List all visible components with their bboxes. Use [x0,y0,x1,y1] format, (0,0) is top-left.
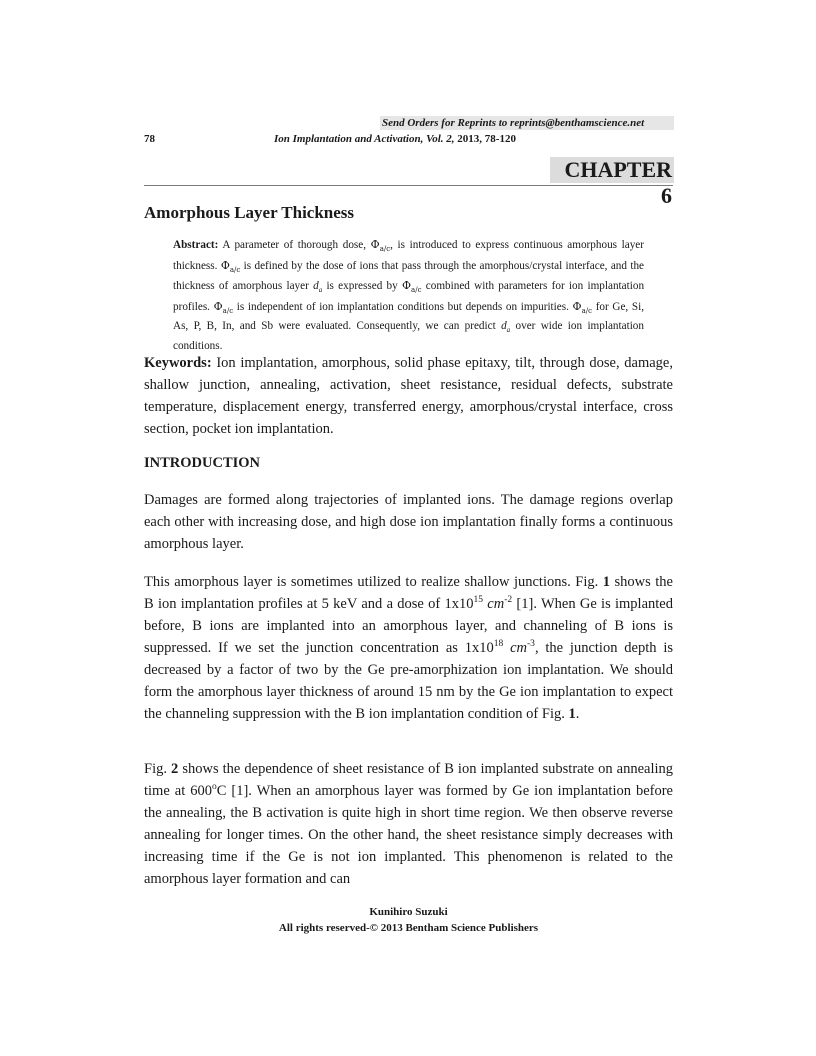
phi-symbol: $\Phi_{a/c}$ [220,258,241,274]
paragraph-3: Fig. 2 shows the dependence of sheet resistance of B ion implanted substrate on annealing time at 600$^o$C [1]. When an amorphous layer was formed by Ge ion implantation before the annealing, the B activation is quite high in short time region. We then observe reverse annealing for longer times. On the other hand, the sheet resistance simply decreases with increasing time if the Ge is not ion implanted. This phenomenon is related to the amorphous layer formation and can [144,761,674,887]
journal-name: Ion Implantation and Activation, Vol. 2, [274,133,455,145]
abstract-text: , is introduced to express continuous amorphous layer thickness. [173,239,644,272]
abstract-label: Abstract: [173,239,219,251]
abstract-text: combined with parameters for ion implantation profiles. [173,280,645,313]
abstract-text: is defined by the dose of ions that pass through the amorphous/crystal interface, and the thickness of amorphous layer [173,259,645,293]
reprint-notice: Send Orders for Reprints to reprints@benthamscience.net [380,116,674,130]
abstract-text: A parameter of thorough dose, [222,239,367,251]
footer-author: Kunihiro Suzuki [369,906,448,918]
journal-year-pages: 2013, 78-120 [457,133,516,145]
da-symbol: $d_a$ [313,280,323,295]
journal-citation [274,133,516,145]
figure-ref: 2 [171,761,179,777]
abstract-text: for Ge, Si, As, P, B, In, and Sb were evaluated. Consequently, we can predict [173,300,645,333]
header-divider [144,185,673,186]
chapter-label: CHAPTER 6 [550,157,674,183]
keywords-text: Ion implantation, amorphous, solid phase epitaxy, tilt, through dose, damage, shallow junction, annealing, activation, sheet resistance, residual defects, substrate temperature, displacement energy, transferred energy, amorphous/crystal interface, cross section, pocket ion implantation. [144,355,673,437]
da-symbol: $d_a$ [501,320,511,335]
figure-ref: 1 [602,574,610,590]
abstract-text: over wide ion implantation conditions. [173,320,644,353]
page-title: Amorphous Layer Thickness [144,203,355,222]
paragraph-1: Damages are formed along trajectories of implanted ions. The damage regions overlap each other with increasing dose, and high dose ion implantation finally forms a continuous amorphous layer. [144,492,673,552]
keywords [144,352,673,440]
paragraph-2: This amorphous layer is sometimes utilized to realize shallow junctions. Fig. 1 shows the B ion implantation profiles at 5 keV and a dose of $1x10^{15}$ $cm^{-2}$ [1]. When Ge is implanted before, B ions are implanted into an amorphous layer, and channeling of B ions is suppressed. If we set the junction concentration as $1x10^{18}$ $cm^{-3}$, the junction depth is decreased by a factor of two by the Ge pre-amorphization ion implantation. We should form the amorphous layer thickness of around 15 nm by the Ge ion implantation to expect the channeling suppression with the B ion implantation condition of Fig. 1. [144,574,673,722]
footer-rights: All rights reserved-© 2013 Bentham Science Publishers [278,922,539,934]
phi-symbol: $\Phi_{a/c}$ [370,238,391,254]
abstract-text: is independent of ion implantation conditions but depends on impurities. [236,300,569,313]
abstract [173,237,644,354]
abstract-text: is expressed by [326,280,398,293]
keywords-label: Keywords: [144,355,212,371]
page-number: 78 [144,133,155,145]
figure-ref: 1 [568,706,576,722]
phi-symbol: $\Phi_{a/c}$ [402,279,422,295]
phi-symbol: $\Phi_{a/c}$ [572,299,593,316]
phi-symbol: $\Phi_{a/c}$ [213,299,234,316]
section-heading: INTRODUCTION [144,455,261,471]
